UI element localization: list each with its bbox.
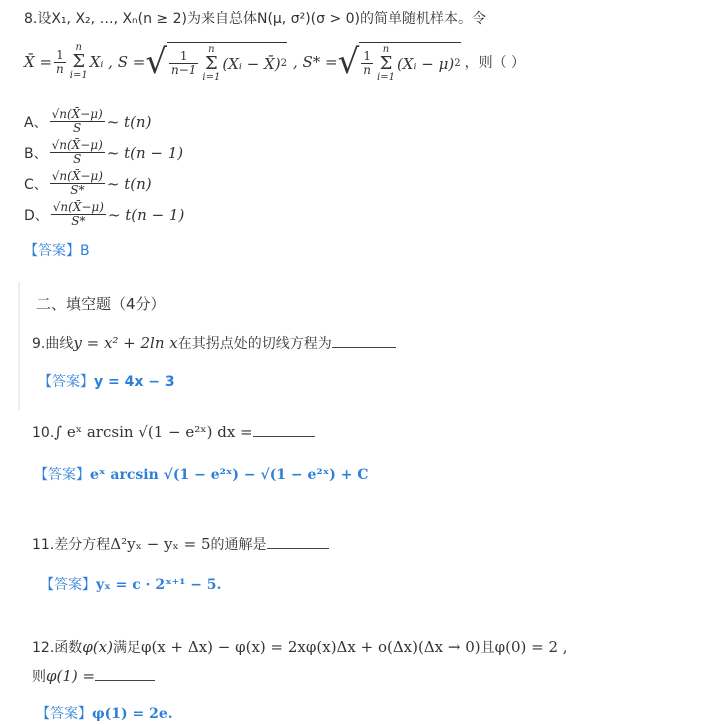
option-distribution: ~ t(n − 1) [106, 143, 184, 162]
answer-blank[interactable] [95, 679, 155, 681]
answer-blank[interactable] [332, 346, 396, 348]
sqrt-icon: √ [337, 42, 360, 82]
q8-S-radicand: $\frac{1}{n-1}$ n Σ i=1 (Xᵢ − X̄) 2 [167, 42, 287, 83]
q9-answer: 【答案】y = 4x − 3 [38, 374, 175, 390]
q10-math: ∫ eˣ arcsin √(1 − e²ˣ) dx = [54, 423, 253, 441]
q8-stem: 8.设X₁, X₂, …, Xₙ(n ≥ 2)为来自总体N(μ, σ²)(σ > 0)的简单随机样本。令 [24, 11, 486, 27]
q8-option-b[interactable] [24, 139, 183, 166]
q9-math: y = x² + 2ln x [73, 334, 178, 352]
option-letter: A、 [24, 114, 48, 131]
q8-sum-xi: Xᵢ , S = [89, 53, 146, 71]
q8-then: ，则（ ） [464, 55, 526, 71]
q8-option-c[interactable] [24, 170, 152, 197]
q12-answer: 【答案】φ(1) = 2e. [36, 706, 173, 722]
sqrt-icon: √ [145, 42, 167, 82]
question-12-ask: 则φ(1) = [32, 666, 155, 686]
q10-answer-value: eˣ arcsin √(1 − e²ˣ) − √(1 − e²ˣ) + C [90, 467, 369, 483]
divider-bar [18, 282, 20, 410]
answer-blank[interactable] [253, 435, 315, 437]
q8-answer-value: B [80, 243, 90, 259]
q10-answer: 【答案】eˣ arcsin √(1 − e²ˣ) − √(1 − e²ˣ) + C [34, 467, 369, 483]
option-letter: D、 [24, 207, 49, 224]
q8-sstar-radicand: $\frac{1}{n}$ n Σ i=1 (Xᵢ − μ) 2 [359, 42, 460, 83]
option-fraction: $\frac{√n(X̄-\mu)}{S*}$ [51, 169, 103, 197]
option-distribution: ~ t(n) [106, 112, 152, 131]
q8-definitions [24, 34, 525, 90]
question-11: 11.差分方程Δ²yₓ − yₓ = 5的通解是 [32, 534, 329, 554]
q8-xbar: X̄ = [24, 53, 53, 71]
question-10: 10.∫ eˣ arcsin √(1 − e²ˣ) dx = [32, 423, 315, 441]
option-fraction: $\frac{√n(X̄-\mu)}{S}$ [51, 138, 103, 166]
question-9: 9.曲线y = x² + 2ln x在其拐点处的切线方程为 [32, 333, 396, 353]
question-12: 12.函数φ(x)满足φ(x + Δx) − φ(x) = 2xφ(x)Δx + o(Δx)(Δx → 0)且φ(0) = 2 , [32, 638, 568, 656]
answer-blank[interactable] [267, 547, 329, 549]
option-distribution: ~ t(n − 1) [107, 205, 185, 224]
q12-answer-value: φ(1) = 2e. [92, 706, 173, 722]
option-letter: B、 [24, 145, 48, 162]
q8-answer: 【答案】B [24, 243, 90, 259]
q8-sum-1: n Σ i=1 [69, 42, 88, 81]
q8-option-a[interactable] [24, 108, 151, 135]
q11-math: Δ²yₓ − yₓ = 5 [110, 535, 211, 553]
option-fraction: $\frac{√n(X̄-\mu)}{S}$ [51, 107, 103, 135]
section-title: 二、填空题（4分） [36, 295, 166, 313]
q8-sstar-term: (Xᵢ − μ) [396, 54, 455, 73]
q11-answer-value: yₓ = c · 2ˣ⁺¹ − 5. [96, 577, 222, 593]
option-fraction: $\frac{√n(X̄-\mu)}{S*}$ [52, 200, 104, 228]
q8-option-d[interactable] [24, 201, 184, 228]
q8-sstar-label: , S* = [292, 53, 338, 71]
q9-answer-value: y = 4x − 3 [94, 374, 175, 390]
option-letter: C、 [24, 176, 48, 193]
q12-math: φ(x + Δx) − φ(x) = 2xφ(x)Δx + o(Δx)(Δx → 0) [140, 638, 481, 656]
q8-frac-1n: $\frac{1}{n}$ [56, 47, 64, 76]
q11-answer: 【答案】yₓ = c · 2ˣ⁺¹ − 5. [40, 577, 222, 593]
q8-S-term: (Xᵢ − X̄) [222, 54, 281, 73]
option-distribution: ~ t(n) [106, 174, 152, 193]
